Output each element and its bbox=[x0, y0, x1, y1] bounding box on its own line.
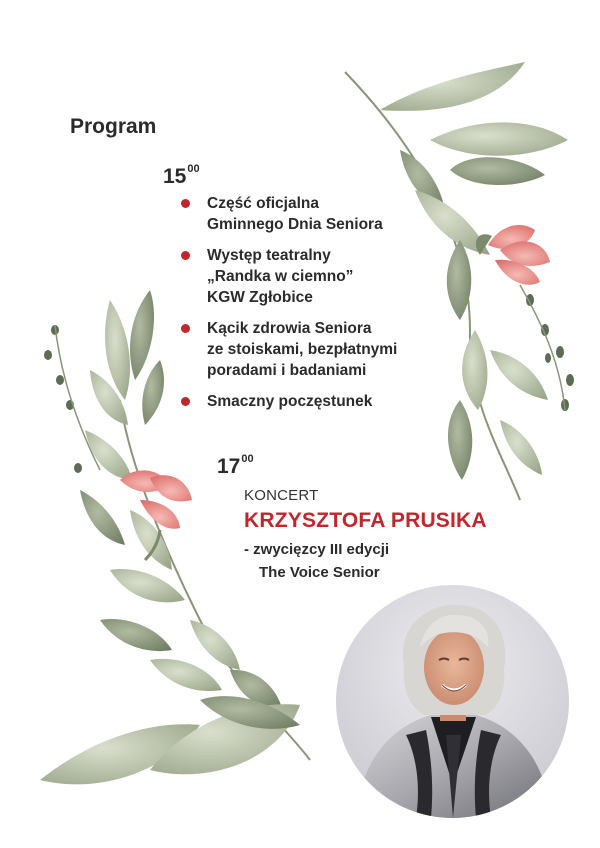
bullet-icon bbox=[181, 199, 190, 208]
agenda-line: „Randka w ciemno” bbox=[207, 268, 354, 285]
bullet-icon bbox=[181, 251, 190, 260]
agenda-line: KGW Zgłobice bbox=[207, 289, 313, 306]
time-second-minutes: 00 bbox=[241, 453, 254, 465]
agenda-list bbox=[181, 193, 397, 422]
flower-top-right bbox=[476, 225, 550, 285]
time-second bbox=[217, 455, 254, 479]
time-second-hour: 17 bbox=[217, 455, 241, 478]
agenda-line: poradami i badaniami bbox=[207, 362, 367, 379]
agenda-line: ze stoiskami, bezpłatnymi bbox=[207, 341, 398, 358]
agenda-line: Część oficjalna bbox=[207, 195, 319, 212]
concert-label: KONCERT bbox=[244, 487, 319, 504]
bullet-icon bbox=[181, 324, 190, 333]
agenda-line: Gminnego Dnia Seniora bbox=[207, 216, 383, 233]
agenda-item bbox=[181, 245, 397, 308]
time-first-hour: 15 bbox=[163, 165, 187, 188]
artist-name: KRZYSZTOFA PRUSIKA bbox=[244, 509, 487, 532]
artist-photo bbox=[336, 585, 569, 818]
agenda-line: Smaczny poczęstunek bbox=[207, 393, 373, 410]
flower-bottom-left bbox=[120, 470, 192, 560]
bullet-icon bbox=[181, 397, 190, 406]
agenda-item bbox=[181, 193, 397, 235]
time-first-minutes: 00 bbox=[187, 163, 200, 175]
program-heading: Program bbox=[70, 115, 157, 138]
agenda-line: Kącik zdrowia Seniora bbox=[207, 320, 372, 337]
agenda-line: Występ teatralny bbox=[207, 247, 331, 264]
time-first bbox=[163, 165, 200, 189]
agenda-item bbox=[181, 318, 397, 381]
artist-subtitle-1: - zwycięzcy III edycji bbox=[244, 541, 390, 558]
agenda-item bbox=[181, 391, 397, 412]
artist-subtitle-2: The Voice Senior bbox=[259, 564, 380, 581]
